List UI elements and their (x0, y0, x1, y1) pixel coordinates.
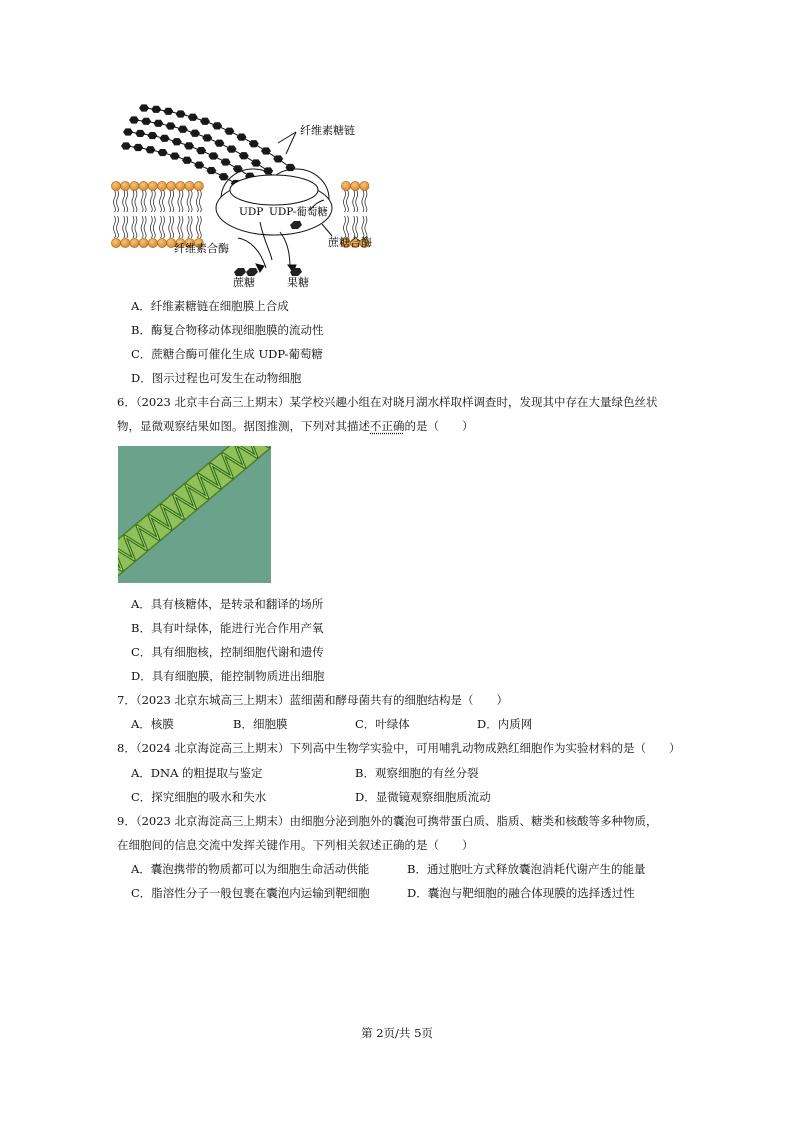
q8-option-c: C．探究细胞的吸水和失水 (131, 790, 267, 804)
q7-stem: 7．（2023 北京东城高三上期末）蓝细菌和酵母菌共有的细胞结构是（ ） (117, 693, 508, 707)
spirogyra-micrograph (118, 446, 271, 583)
label-cellulose-chain: 纤维素糖链 (300, 124, 355, 137)
q7-option-c: C．叶绿体 (355, 717, 410, 731)
cellulose-synthesis-diagram (110, 100, 410, 290)
q9-stem-line1: 9．（2023 北京海淀高三上期末）由细胞分泌到胞外的囊泡可携带蛋白质、脂质、糖类和核酸等多种物质， (117, 814, 658, 828)
q5-option-b: B．酶复合物移动体现细胞膜的流动性 (131, 323, 324, 337)
label-udp: UDP (239, 206, 264, 218)
q6-option-d: D．具有细胞膜，能控制物质进出细胞 (131, 669, 325, 683)
q6-stem-line2 (117, 418, 474, 434)
q6-option-a: A．具有核糖体，是转录和翻译的场所 (131, 597, 324, 611)
q8-stem: 8．（2024 北京海淀高三上期末）下列高中生物学实验中，可用哺乳动物成熟红细胞作为实验材料的是（ ） (117, 741, 681, 755)
enzyme-complex (216, 169, 332, 235)
q7-option-d: D．内质网 (477, 717, 533, 731)
q6-stem-pre: 物，显微观察结果如图。据图推测，下列对其描述 (117, 419, 370, 433)
q8-option-b: B．观察细胞的有丝分裂 (355, 766, 479, 780)
q6-stem-post: 的是（ ） (404, 419, 474, 433)
q5-option-c: C．蔗糖合酶可催化生成 UDP-葡萄糖 (131, 347, 323, 361)
q8-option-d: D．显微镜观察细胞质流动 (355, 790, 491, 804)
q6-stem-emphasis: 不正确 (370, 419, 405, 433)
q9-option-a: A．囊泡携带的物质都可以为细胞生命活动供能 (131, 862, 370, 876)
page-footer: 第 2页/共 5页 (361, 1026, 433, 1040)
q8-option-a: A．DNA 的粗提取与鉴定 (131, 766, 263, 780)
q9-option-c: C．脂溶性分子一般包裹在囊泡内运输到靶细胞 (131, 886, 370, 900)
q9-option-b: B．通过胞吐方式释放囊泡消耗代谢产生的能量 (407, 862, 646, 876)
q7-option-a: A．核膜 (131, 717, 174, 731)
q7-option-b: B．细胞膜 (233, 717, 288, 731)
label-sucrose: 蔗糖 (233, 276, 255, 289)
q6-option-b: B．具有叶绿体，能进行光合作用产氧 (131, 621, 324, 635)
q9-stem-line2: 在细胞间的信息交流中发挥关键作用。下列相关叙述正确的是（ ） (117, 838, 474, 852)
sucrose-molecule (234, 268, 258, 276)
q6-stem-line1: 6．（2023 北京丰台高三上期末）某学校兴趣小组在对晓月湖水样取样调查时，发现其中存在大量绿色丝状 (117, 395, 658, 409)
q5-option-d: D．图示过程也可发生在动物细胞 (131, 371, 302, 385)
q9-option-d: D．囊泡与靶细胞的融合体现膜的选择透过性 (407, 886, 635, 900)
q6-option-c: C．具有细胞核，控制细胞代谢和遗传 (131, 645, 324, 659)
label-udp-glucose: UDP-葡萄糖 (269, 206, 328, 218)
label-cellulose-synthase: 纤维素合酶 (174, 242, 229, 255)
q5-option-a: A．纤维素糖链在细胞膜上合成 (131, 299, 289, 313)
label-sucrose-synthase: 蔗糖合酶 (328, 236, 372, 249)
label-fructose: 果糖 (287, 276, 309, 289)
